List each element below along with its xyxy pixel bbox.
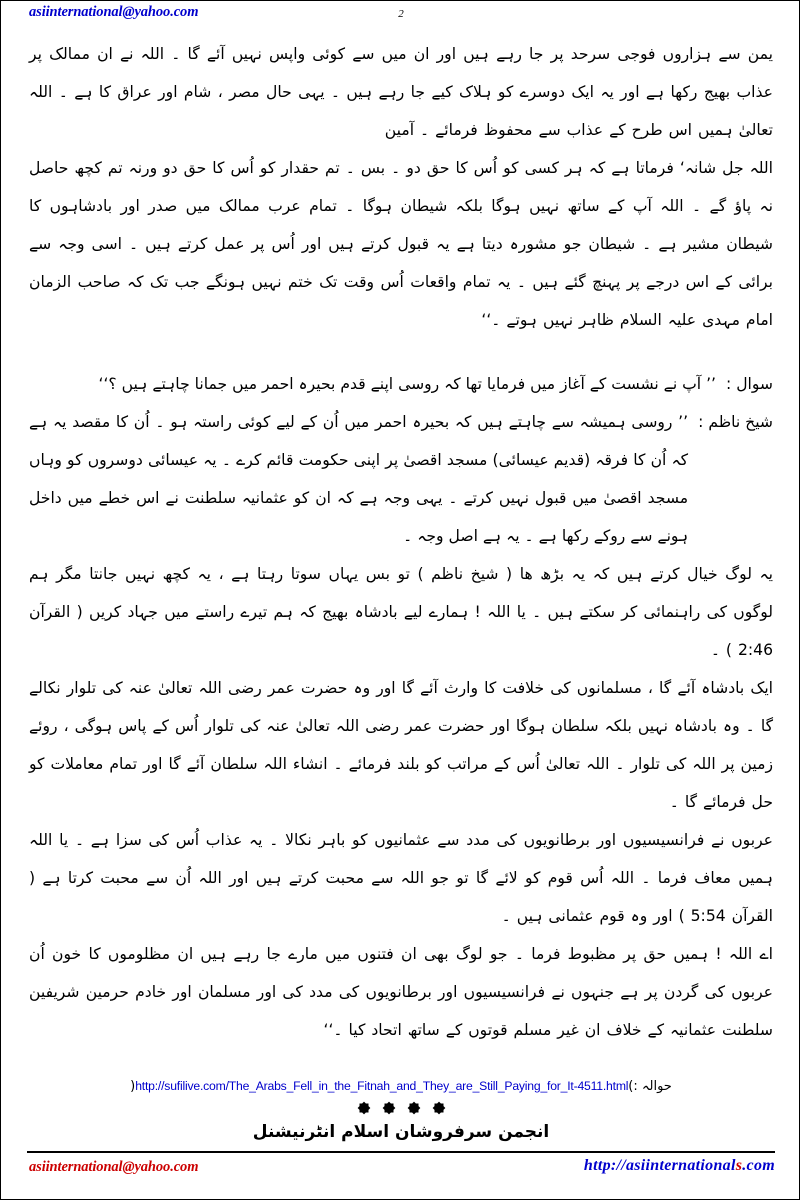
- organization-name: انجمن سرفروشان اسلام انٹرنیشنل: [252, 1122, 550, 1142]
- answer-speaker-label: شیخ ناظم :: [698, 413, 773, 431]
- section-spacer: [29, 339, 773, 365]
- body-paragraph-5: عربوں نے فرانسیسیوں اور برطانویوں کی مدد سے عثمانیوں کو باہر نکالا ۔ یہ عذاب اُس کی سزا ہے ۔ یا اللہ ہمیں معاف فرما ۔ اللہ اُس قوم کو لائے گا تو جو اللہ سے محبت کرتے ہیں اور اللہ اُن سے محبت کرتا ہے ( القرآن 5:54 ) اور وہ قوم عثمانی ہیں ۔: [29, 831, 773, 925]
- reference-label: حوالہ :: [633, 1079, 672, 1094]
- page-header: [1, 1, 800, 31]
- diamond-star-ornament-icon: [382, 1101, 395, 1114]
- footer-url-prefix: http://asiinternational: [583, 1157, 736, 1174]
- reference-line: [29, 1079, 773, 1094]
- header-email-address[interactable]: asiinternational@yahoo.com: [29, 4, 199, 20]
- body-paragraph-4: ایک بادشاہ آئے گا ، مسلمانوں کی خلافت کا وارث آئے گا اور وہ حضرت عمر رضی اللہ تعالیٰ عنہ کی تلوار نکالے گا ۔ وہ بادشاہ نہیں بلکہ سلطان ہوگا اور حضرت عمر رضی اللہ تعالیٰ عنہ کی تلوار اُس کے پاس ہوگی ، روئے زمین پر اللہ کی تلوار ۔ اللہ تعالیٰ اُس کے مراتب کو بلند فرمائے ۔ انشاء اللہ سلطان آئے گا اور تمام معاملات کو حل فرمائے گا ۔: [29, 679, 773, 811]
- body-paragraph-3: یہ لوگ خیال کرتے ہیں کہ یہ بڑھ ھا ( شیخ ناظم ) تو بس یہاں سوتا رہتا ہے ، یہ کچھ نہیں جانتا مگر ہم لوگوں کی راہنمائی کر سکتے ہیں ۔ یا اللہ ! ہمارے لیے بادشاہ بھیج کہ ہم تیرے راستے میں جہاد کریں ( القرآن 2:46 ) ۔: [29, 565, 773, 659]
- question-line: [29, 365, 773, 403]
- page-footer: [1, 1155, 800, 1195]
- diamond-star-ornament-icon: [432, 1101, 445, 1114]
- question-text: ’’ آپ نے نشست کے آغاز میں فرمایا تھا کہ روسی اپنے قدم بحیرہ احمر میں جمانا چاہتے ہیں ؟‘‘: [98, 375, 716, 393]
- body-paragraph-6: اے اللہ ! ہمیں حق پر مظبوط فرما ۔ جو لوگ بھی ان فتنوں میں مارے جا رہے ہیں ان مظلوموں کا خون اُن عربوں کی گردن پر ہے جنہوں نے فرانسیسیوں اور برطانویوں کی مدد کی اور مسلمان اور خادم حرمین شریفین سلطنت عثمانیہ کے خلاف ان غیر مسلم قوتوں کے ساتھ اتحاد کیا ۔‘‘: [29, 945, 773, 1039]
- document-body: [29, 35, 773, 1065]
- answer-text: ’’ روسی ہمیشہ سے چاہتے ہیں کہ بحیرہ احمر میں اُن کے لیے کوئی راستہ ہو ۔ اُن کا مقصد یہ ہے کہ اُن کا فرقہ (قدیم عیسائی) مسجد اقصیٰ پر اپنی حکومت قائم کرے ۔ یہ عیسائی دوسروں کو وہاں مسجد اقصیٰ میں قبول نہیں کرتے ۔ یہی وجہ ہے کہ ان کو عثمانیہ سلطنت نے اس خطے میں داخل ہونے سے روکے رکھا ہے ۔ یہ ہے اصل وجہ ۔: [29, 413, 689, 545]
- diamond-star-ornament-icon: [407, 1101, 420, 1114]
- answer-line: [29, 403, 773, 555]
- diamond-star-ornament-icon: [357, 1101, 370, 1114]
- footer-url-suffix: .com: [742, 1157, 775, 1174]
- question-label: سوال :: [726, 375, 773, 393]
- footer-email-address[interactable]: asiinternational@yahoo.com: [29, 1159, 199, 1175]
- ornament-separator: [1, 1101, 800, 1114]
- reference-close-paren: (: [130, 1079, 136, 1094]
- footer-url-highlight: s: [735, 1157, 743, 1174]
- reference-open-paren: ): [628, 1079, 634, 1094]
- body-paragraph-2: اللہ جل شانہ‘ فرماتا ہے کہ ہر کسی کو اُس کا حق دو ۔ بس ۔ تم حقدار کو اُس کا حق دو ورنہ تم کچھ حاصل نہ پاؤ گے ۔ اللہ آپ کے ساتھ نہیں ہوگا بلکہ شیطان ہوگا ۔ تمام عرب ممالک میں صدر اور بادشاہوں کا شیطان مشیر ہے ۔ شیطان جو مشورہ دیتا ہے یہ قبول کرتے ہیں اور اُس پر عمل کرتے ہیں ۔ اسی وجہ سے برائی کے اس درجے پر پہنچ گئے ہیں ۔ یہ تمام واقعات اُس وقت تک ختم نہیں ہونگے جب تک کہ صاحب الزمان امام مہدی علیہ السلام ظاہر نہیں ہوتے ۔‘‘: [29, 159, 773, 329]
- body-paragraph-1: یمن سے ہزاروں فوجی سرحد پر جا رہے ہیں اور ان میں سے کوئی واپس نہیں آئے گا ۔ اللہ نے ان ممالک پر عذاب بھیج رکھا ہے اور یہ ایک دوسرے کو ہلاک کیے جا رہے ہیں ۔ یہی حال مصر ، شام اور عراق کا ہے ۔ اللہ تعالیٰ ہمیں اس طرح کے عذاب سے محفوظ فرمائے ۔ آمین: [29, 45, 773, 139]
- footer-divider: [27, 1151, 775, 1153]
- reference-url[interactable]: http://sufilive.com/The_Arabs_Fell_in_the_Fitnah_and_They_are_Still_Paying_for_It-4511.html: [135, 1079, 629, 1093]
- footer-website-url[interactable]: [584, 1157, 775, 1175]
- page-number: 2: [398, 8, 404, 20]
